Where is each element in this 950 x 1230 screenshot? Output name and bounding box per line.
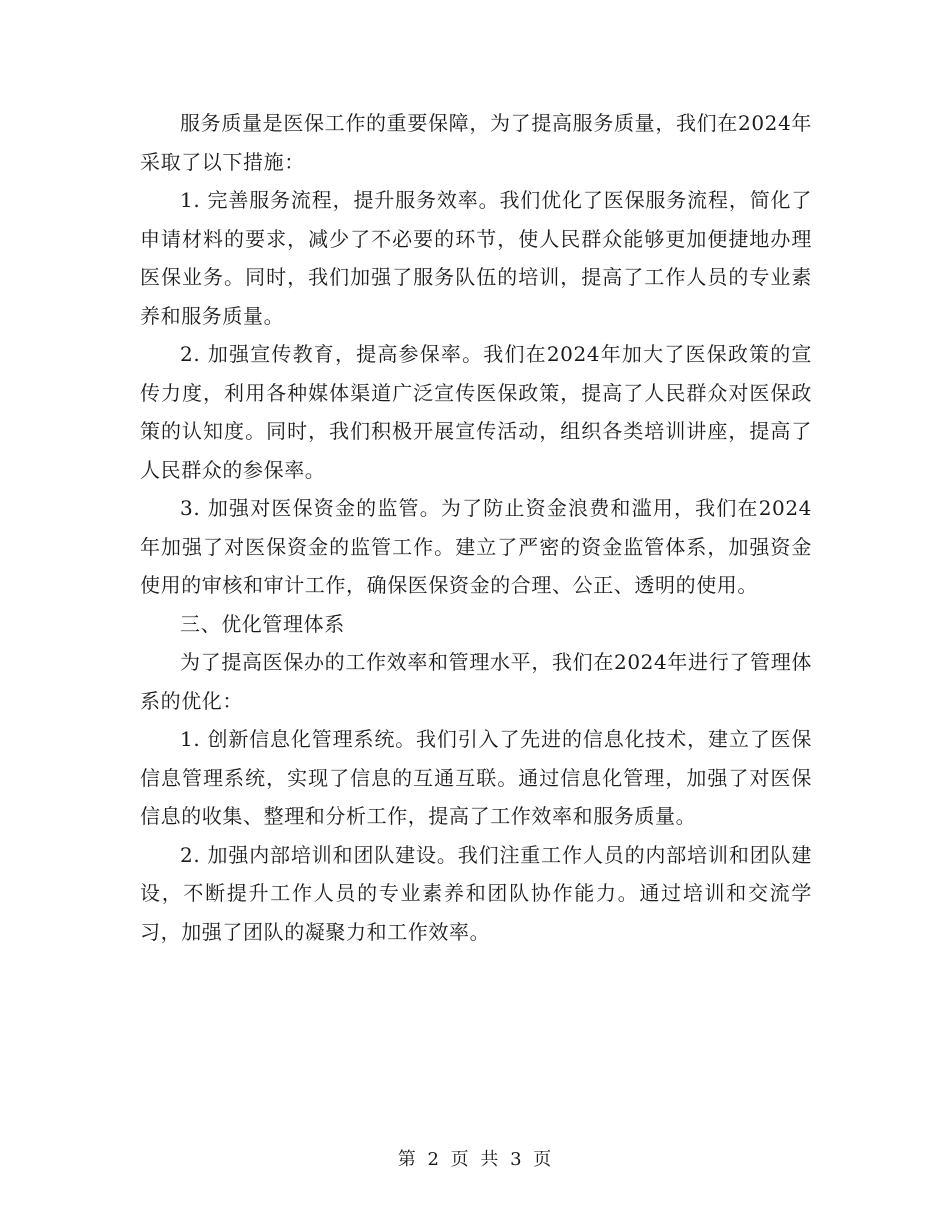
paragraph-team-building: 2. 加强内部培训和团队建设。我们注重工作人员的内部培训和团队建设，不断提升工作人员的专业素养和团队协作能力。通过培训和交流学习，加强了团队的凝聚力和工作效率。 [140, 842, 812, 944]
paragraph-service-process: 1. 完善服务流程，提升服务效率。我们优化了医保服务流程，简化了申请材料的要求，减少了不必要的环节，使人民群众能够更加便捷地办理医保业务。同时，我们加强了服务队伍的培训，提高了工作人员的专业素养和服务质量。 [140, 188, 812, 328]
paragraph-information-system: 1. 创新信息化管理系统。我们引入了先进的信息化技术，建立了医保信息管理系统，实现了信息的互通互联。通过信息化管理，加强了对医保信息的收集、整理和分析工作，提高了工作效率和服务质量。 [140, 727, 812, 828]
section-heading-management: 三、优化管理体系 [180, 611, 345, 636]
document-body [140, 104, 812, 951]
paragraph-service-quality-intro: 服务质量是医保工作的重要保障，为了提高服务质量，我们在2024年采取了以下措施： [140, 111, 812, 174]
paragraph-management-intro: 为了提高医保办的工作效率和管理水平，我们在2024年进行了管理体系的优化： [140, 650, 812, 713]
paragraph-publicity-education: 2. 加强宣传教育，提高参保率。我们在2024年加大了医保政策的宣传力度，利用各种媒体渠道广泛宣传医保政策，提高了人民群众对医保政策的认知度。同时，我们积极开展宣传活动，组织各类培训讲座，提高了人民群众的参保率。 [140, 342, 812, 482]
page-number-footer: 第 2 页 共 3 页 [397, 1149, 553, 1170]
paragraph-fund-supervision: 3. 加强对医保资金的监管。为了防止资金浪费和滥用，我们在2024年加强了对医保资金的监管工作。建立了严密的资金监管体系，加强资金使用的审核和审计工作，确保医保资金的合理、公正、透明的使用。 [140, 496, 812, 597]
